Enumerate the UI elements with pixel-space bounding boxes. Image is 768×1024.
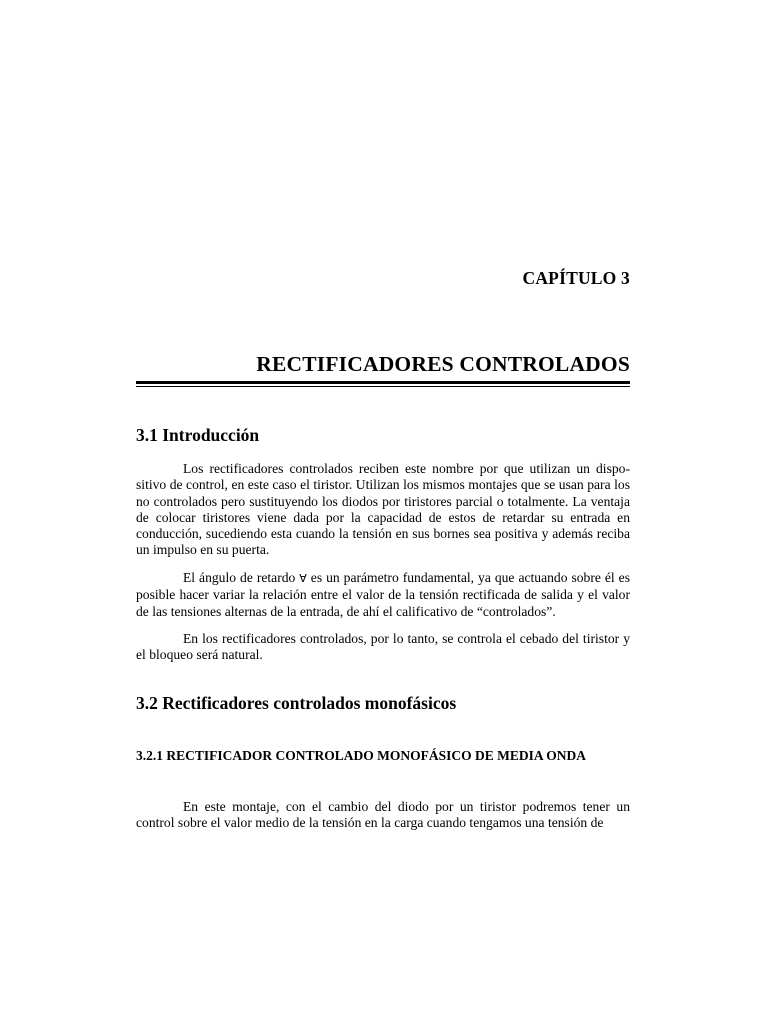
section-heading-3-1: 3.1 Introducción xyxy=(136,425,260,445)
chapter-title: RECTIFICADORES CONTROLADOS xyxy=(256,352,630,376)
paragraph-intro-2 xyxy=(136,570,630,620)
paragraph-intro-2-start: El ángulo de retardo xyxy=(183,570,300,585)
title-rule-thick xyxy=(136,381,630,384)
subsection-heading-3-2-1: 3.2.1 RECTIFICADOR CONTROLADO MONOFÁSICO DE MEDIA ONDA xyxy=(136,748,587,763)
paragraph-intro-2-end: es un parámetro fundamental, ya que actuando sobre él es posible hacer variar la relación entre el valor de la tensión rectificada de salida y el valor de las tensiones alternas de la entrada, de ahí el calificativo de “controlados”. xyxy=(136,570,630,619)
paragraph-intro-3: En los rectificadores controlados, por lo tanto, se controla el cebado del tiristor y el bloqueo será natural. xyxy=(136,631,630,663)
delay-angle-symbol: ∀ xyxy=(299,572,307,585)
chapter-label: CAPÍTULO 3 xyxy=(522,268,630,288)
title-rule-thin xyxy=(136,386,630,387)
title-double-rule xyxy=(136,381,630,388)
section-heading-3-2: 3.2 Rectificadores controlados monofásicos xyxy=(136,693,457,713)
paragraph-intro-1: Los rectificadores controlados reciben este nombre por que utilizan un dispo-sitivo de control, en este caso el tiristor. Utilizan los mismos montajes que se usan para los no controlados pero sustituyendo los diodos por tiristores parcial o totalmente. La ventaja de colocar tiristores viene dada por la capacidad de estos de retardar su entrada en conducción, sucediendo esta cuando la tensión en sus bornes sea positiva y además reciba un impulso en su puerta. xyxy=(136,461,630,558)
paragraph-media-onda: En este montaje, con el cambio del diodo por un tiristor podremos tener un control sobre el valor medio de la tensión en la carga cuando tengamos una tensión de xyxy=(136,799,630,831)
